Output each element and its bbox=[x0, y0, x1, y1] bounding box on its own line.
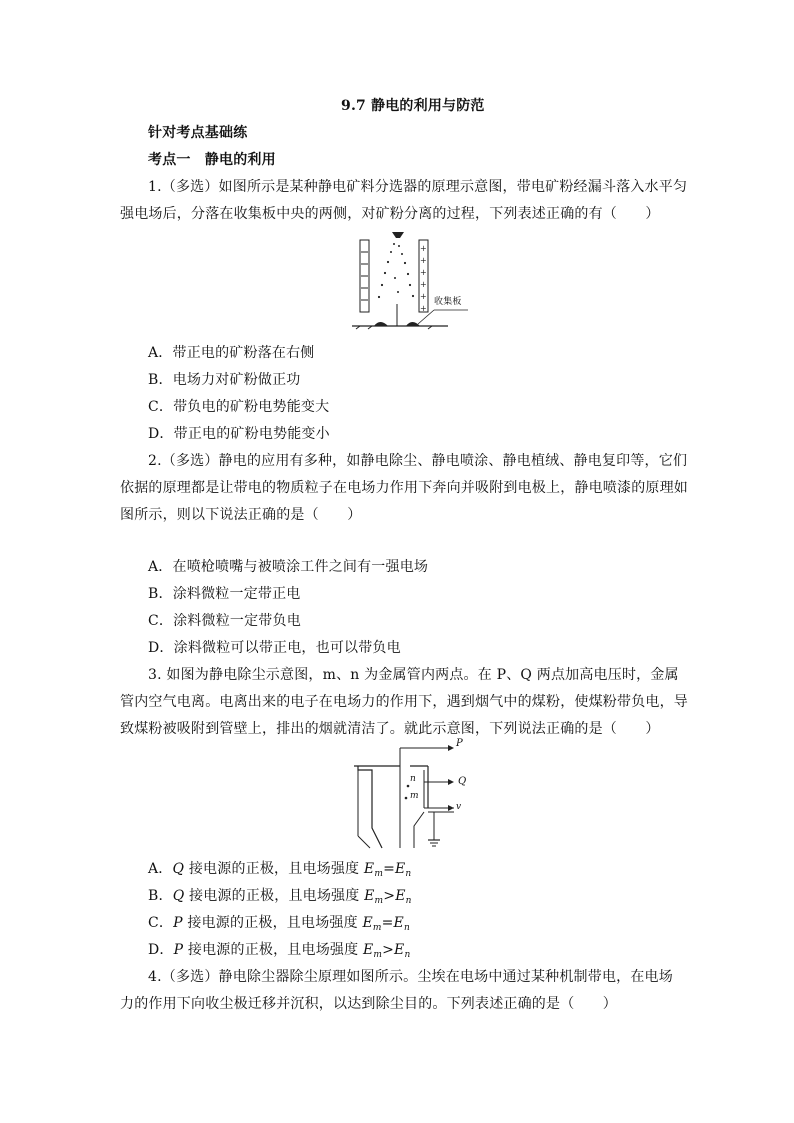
section-heading: 针对考点基础练 bbox=[148, 125, 248, 141]
option-letter: P bbox=[173, 942, 184, 958]
q1-stem-line1: 1.（多选）如图所示是某种静电矿料分选器的原理示意图，带电矿粉经漏斗落入水平匀 bbox=[148, 179, 688, 195]
option-text: 接电源的正极，且电场强度 bbox=[184, 861, 364, 877]
q3-label-m: m bbox=[410, 791, 419, 801]
e-symbol: E bbox=[395, 888, 406, 904]
q3-label-n: n bbox=[410, 774, 416, 784]
q1-figure-label: 收集板 bbox=[434, 297, 462, 307]
e-symbol: E bbox=[362, 942, 374, 958]
svg-text:+: + bbox=[420, 268, 427, 277]
q4-stem-line1: 4.（多选）静电除尘器除尘原理如图所示。尘埃在电场中通过某种机制带电，在电场 bbox=[148, 969, 673, 985]
e-symbol: E bbox=[394, 942, 405, 958]
q1-stem-line2: 强电场后，分落在收集板中央的两侧，对矿粉分离的过程，下列表述正确的有（ ） bbox=[120, 206, 660, 222]
q2-option-d: D．涂料微粒可以带正电，也可以带负电 bbox=[148, 640, 401, 656]
q3-label-q: Q bbox=[458, 776, 467, 787]
relation: > bbox=[382, 942, 395, 958]
q2-stem-line2: 依据的原理都是让带电的物质粒子在电场力作用下奔向并吸附到电极上，静电喷漆的原理如 bbox=[120, 480, 688, 496]
option-prefix: D． bbox=[148, 942, 174, 958]
e-symbol: E bbox=[395, 861, 406, 877]
e-subscript: m bbox=[374, 869, 384, 879]
relation: = bbox=[381, 915, 394, 931]
e-symbol: E bbox=[362, 915, 373, 931]
q2-stem-line3: 图所示，则以下说法正确的是（ ） bbox=[120, 507, 362, 523]
q3-figure-dust-precipitator bbox=[350, 738, 480, 854]
q3-option-b bbox=[148, 887, 412, 910]
point-heading: 考点一 静电的利用 bbox=[148, 152, 276, 168]
e-symbol: E bbox=[393, 915, 404, 931]
q1-figure-ore-separator bbox=[348, 230, 473, 332]
q4-stem-line2: 力的作用下向收尘极迁移并沉积，以达到除尘目的。下列表述正确的是（ ） bbox=[120, 996, 617, 1012]
option-letter: Q bbox=[172, 888, 185, 904]
doc-title: 9.7 静电的利用与防范 bbox=[341, 98, 485, 114]
e-subscript: m bbox=[374, 896, 384, 906]
q3-stem-line3: 致煤粉被吸附到管壁上，排出的烟就清洁了。就此示意图，下列说法正确的是（ ） bbox=[120, 721, 660, 737]
e-subscript: m bbox=[373, 950, 383, 960]
option-text: 接电源的正极，且电场强度 bbox=[183, 942, 363, 958]
q3-stem-line1: 3. 如图为静电除尘示意图，m、n 为金属管内两点。在 P、Q 两点加高电压时，金属 bbox=[148, 667, 679, 683]
option-text: 接电源的正极，且电场强度 bbox=[184, 888, 365, 904]
q3-option-a bbox=[148, 860, 411, 883]
svg-text:+: + bbox=[420, 256, 427, 265]
option-prefix: C． bbox=[148, 915, 174, 931]
option-prefix: A． bbox=[148, 861, 173, 877]
option-letter: Q bbox=[172, 861, 185, 877]
q1-option-d: D．带正电的矿粉电势能变小 bbox=[148, 426, 330, 442]
e-subscript: n bbox=[403, 923, 410, 933]
q3-option-d bbox=[148, 941, 410, 964]
q3-label-p: P bbox=[456, 738, 463, 749]
q1-option-c: C．带负电的矿粉电势能变大 bbox=[148, 399, 330, 415]
e-symbol: E bbox=[363, 861, 375, 877]
e-subscript: m bbox=[372, 923, 382, 933]
q3-option-c bbox=[148, 914, 410, 937]
q1-option-a: A．带正电的矿粉落在右侧 bbox=[148, 345, 315, 361]
q3-stem-line2: 管内空气电离。电离出来的电子在电场力的作用下，遇到烟气中的煤粉，使煤粉带负电，导 bbox=[120, 694, 688, 710]
e-subscript: n bbox=[405, 869, 412, 879]
svg-text:+: + bbox=[420, 292, 427, 301]
q2-option-b: B．涂料微粒一定带正电 bbox=[148, 586, 301, 602]
q1-option-b: B．电场力对矿粉做正功 bbox=[148, 372, 301, 388]
q2-stem-line1: 2.（多选）静电的应用有多种，如静电除尘、静电喷涂、静电植绒、静电复印等，它们 bbox=[148, 453, 688, 469]
q3-label-v: v bbox=[456, 802, 462, 812]
q2-option-c: C．涂料微粒一定带负电 bbox=[148, 613, 301, 629]
relation: = bbox=[383, 861, 395, 877]
e-symbol: E bbox=[364, 888, 375, 904]
option-prefix: B． bbox=[148, 888, 173, 904]
svg-text:+: + bbox=[420, 304, 427, 313]
option-text: 接电源的正极，且电场强度 bbox=[182, 915, 363, 931]
relation: > bbox=[383, 888, 396, 904]
svg-text:+: + bbox=[420, 244, 427, 253]
q2-option-a: A．在喷枪喷嘴与被喷涂工件之间有一强电场 bbox=[148, 559, 429, 575]
e-subscript: n bbox=[405, 896, 412, 906]
option-letter: P bbox=[173, 915, 183, 931]
svg-text:+: + bbox=[420, 280, 427, 289]
e-subscript: n bbox=[404, 950, 411, 960]
